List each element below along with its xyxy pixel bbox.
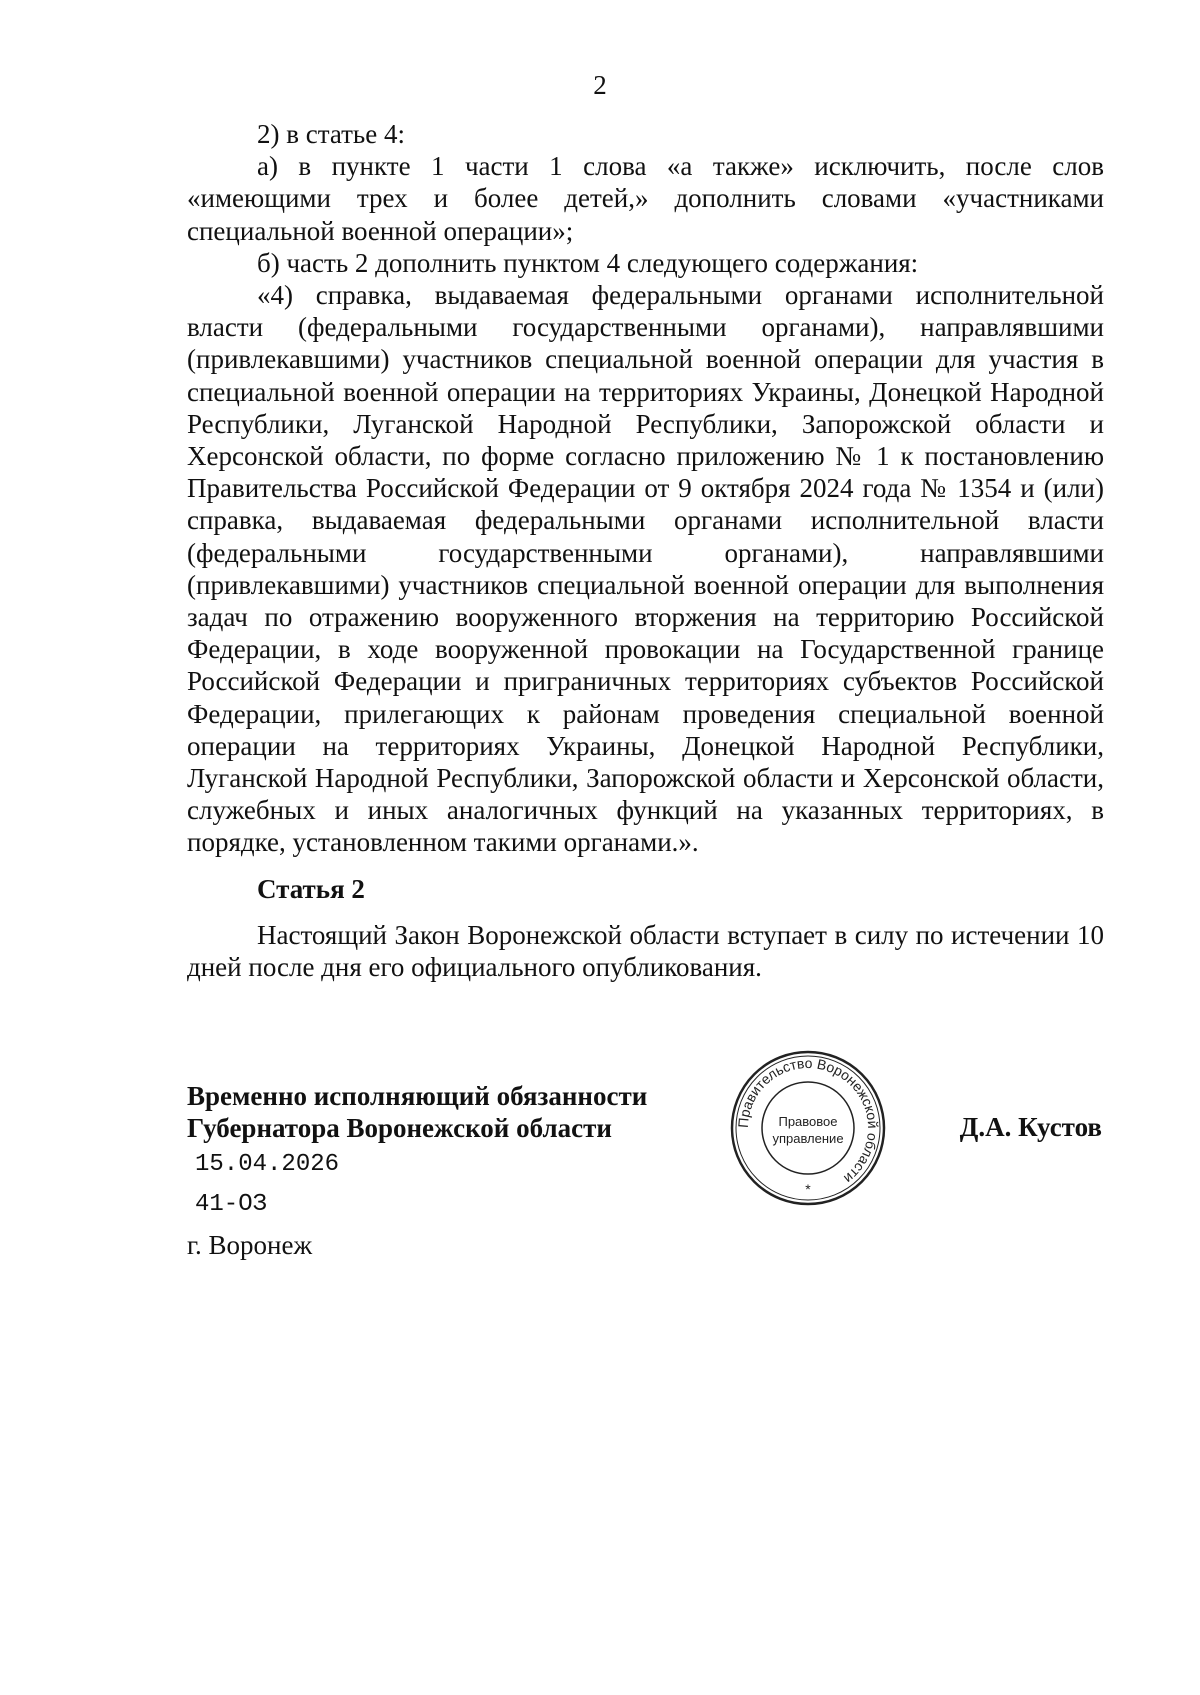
article-2-heading: Статья 2 [257,873,365,904]
seal-star: * [805,1181,811,1197]
seal-center-line-1: Правовое [778,1114,838,1129]
signatory-position [187,1080,647,1144]
document-number: 41-ОЗ [195,1191,268,1218]
paragraph-item-a: а) в пункте 1 части 1 слова «а также» исключить, после слов «имеющими трех и более детей,» дополнить словами «участниками специальной военной операции»; [187,151,1104,246]
signatory-position-line-2: Губернатора Воронежской области [187,1113,612,1143]
signatory-name: Д.А. Кустов [959,1112,1102,1142]
official-seal [728,1048,888,1208]
seal-ring-text: Правительство Воронежской области [734,1054,882,1187]
document-date: 15.04.2026 [195,1151,340,1178]
document-place: г. Воронеж [187,1230,313,1260]
paragraph-article-4-intro: 2) в статье 4: [257,119,405,149]
signatory-position-line-1: Временно исполняющий обязанности [187,1081,648,1111]
paragraph-item-4-text: «4) справка, выдаваемая федеральными органами исполнительной власти (федеральными государственными органами), направлявшими (привлекавшими) участников специальной военной операции для участия в специальной военной операции на территориях Украины, Донецкой Народной Республики, Луганской Народной Республики, Запорожской области и Херсонской области, по форме согласно приложению № 1 к постановлению Правительства Российской Федерации от 9 октября 2024 года № 1354 и (или) справка, выдаваемая федеральными органами исполнительной власти (федеральными государственными органами), направлявшими (привлекавшими) участников специальной военной операции для выполнения задач по отражению вооруженного вторжения на территорию Российской Федерации, в ходе вооруженной провокации на Государственной границе Российской Федерации и приграничных территориях субъектов Российской Федерации, прилегающих к районам проведения специальной военной операции на территориях Украины, Донецкой Народной Республики, Луганской Народной Республики, Запорожской области и Херсонской области, служебных и иных аналогичных функций на указанных территориях, в порядке, установленном такими органами.». [187,280,1104,858]
document-meta [187,1145,339,1265]
document-body [187,118,1104,983]
seal-center-line-2: управление [772,1131,844,1146]
paragraph-item-b: б) часть 2 дополнить пунктом 4 следующего содержания: [257,247,919,278]
paragraph-article-2-text: Настоящий Закон Воронежской области вступает в силу по истечении 10 дней после дня его официального опубликования. [187,919,1104,983]
page-number: 2 [593,70,607,100]
